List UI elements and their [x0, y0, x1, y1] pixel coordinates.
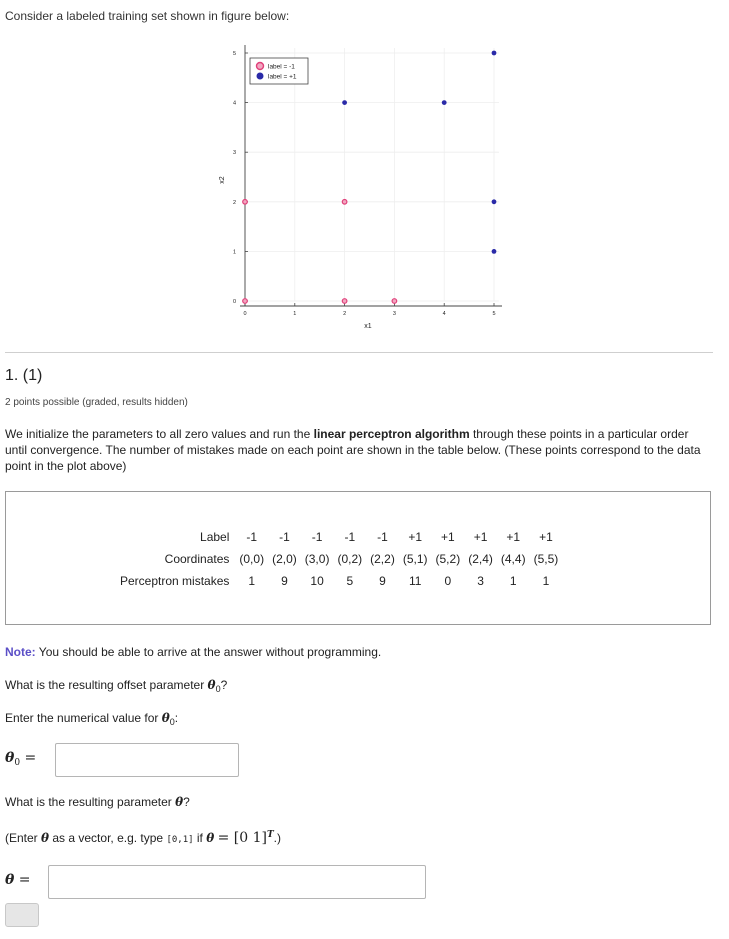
legend-label-pos: label = +1	[268, 73, 297, 81]
row-header-coordinates: Coordinates	[164, 552, 230, 566]
mistakes-cell: 1	[509, 574, 517, 588]
scatter-plot	[0, 0, 729, 345]
mistakes-cell: 9	[281, 574, 288, 588]
plot-legend	[250, 58, 308, 84]
legend-label-neg: label = -1	[268, 63, 295, 71]
mistakes-cell: 3	[477, 574, 484, 588]
note-label: Note:	[5, 645, 36, 659]
mistakes-cell: 9	[379, 574, 386, 588]
submit-button[interactable]	[5, 903, 39, 927]
label-cell: -1	[279, 530, 290, 544]
x-tick-label: 3	[392, 311, 396, 317]
data-point-neg	[342, 200, 347, 205]
points-info: 2 points possible (graded, results hidden)	[5, 397, 188, 408]
coord-cell: (5,2)	[435, 552, 461, 566]
label-cell: +1	[539, 530, 553, 544]
label-cell: +1	[408, 530, 423, 544]
coord-cell: (2,4)	[468, 552, 493, 566]
y-tick-label: 5	[232, 51, 236, 57]
data-point-neg	[342, 299, 347, 304]
y-tick-label: 4	[232, 100, 236, 107]
enter-offset-prompt: Enter the numerical value for $\theta_0$:	[5, 711, 179, 727]
x-tick-label: 5	[492, 311, 496, 317]
label-cell: -1	[311, 530, 323, 544]
mistakes-cell: 11	[408, 574, 422, 588]
theta-label: θ =	[5, 872, 31, 888]
plot-ticks	[233, 51, 496, 317]
data-point-pos	[492, 199, 497, 204]
mistakes-cell: 1	[542, 574, 550, 588]
legend-marker-pos	[257, 73, 264, 80]
vector-example: = [0 1]	[217, 830, 267, 846]
coord-cell: (5,1)	[402, 552, 428, 566]
x-axis-label: x1	[364, 323, 372, 330]
data-point-neg	[243, 299, 248, 304]
data-point-neg	[392, 299, 397, 304]
question-theta: What is the resulting parameter θ?	[5, 795, 190, 809]
mistakes-cell: 0	[444, 574, 452, 588]
data-point-pos	[492, 249, 497, 254]
theta0-label: $\theta_0$ =	[5, 750, 37, 768]
label-cell: -1	[344, 530, 356, 544]
note-text: You should be able to arrive at the answer without programming.	[35, 645, 382, 659]
example-code: [0,1]	[166, 835, 194, 845]
data-point-neg	[243, 200, 248, 205]
label-cell: -1	[377, 530, 388, 544]
mistakes-cell: 5	[346, 574, 354, 588]
y-tick-label: 1	[232, 249, 236, 256]
label-cell: +1	[441, 530, 455, 544]
plot-grid	[245, 48, 499, 301]
y-tick-label: 2	[232, 199, 236, 206]
coord-cell: (0,0)	[239, 552, 265, 566]
intro-text: Consider a labeled training set shown in figure below:	[5, 9, 290, 23]
data-point-pos	[342, 100, 347, 105]
enter-vector-prompt: (Enter θ as a vector, e.g. type [0,1] if θ = [0 1]$^T$.)	[5, 830, 281, 846]
coord-cell: (2,2)	[370, 552, 395, 566]
coord-cell: (3,0)	[304, 552, 330, 566]
coord-cell: (2,0)	[272, 552, 297, 566]
x-tick-label: 1	[293, 311, 297, 317]
mistakes-cell: 1	[248, 574, 256, 588]
plot-points	[243, 51, 497, 304]
label-cell: +1	[473, 530, 488, 544]
question-offset: What is the resulting offset parameter $\theta_0$?	[5, 678, 228, 694]
y-tick-label: 3	[232, 150, 236, 157]
x-tick-label: 2	[343, 311, 347, 317]
table-row-mistakes	[116, 570, 562, 592]
row-header-label: Label	[200, 530, 230, 544]
y-tick-label: 0	[232, 299, 236, 305]
note	[5, 645, 381, 659]
coord-cell: (5,5)	[533, 552, 559, 566]
mistakes-table-box	[5, 491, 711, 625]
coord-cell: (0,2)	[337, 552, 363, 566]
table-row-label	[116, 526, 562, 548]
problem-description: We initialize the parameters to all zero values and run the linear perceptron algorithm through these points in a particular order until convergence. The number of mistakes made on each point are shown in the table below. (These points correspond to the data point in the plot above)	[5, 427, 701, 473]
y-axis-label: x2	[219, 176, 226, 184]
coord-cell: (4,4)	[500, 552, 526, 566]
theta0-input[interactable]	[55, 743, 239, 777]
question-number: 1. (1)	[5, 367, 43, 384]
mistakes-cell: 10	[310, 574, 324, 588]
label-cell: +1	[506, 530, 521, 544]
data-point-pos	[442, 100, 447, 105]
x-tick-label: 0	[243, 311, 247, 317]
x-tick-label: 4	[442, 311, 446, 317]
theta-input[interactable]	[48, 865, 426, 899]
row-header-mistakes: Perceptron mistakes	[120, 574, 230, 588]
legend-marker-neg	[257, 63, 264, 70]
mistakes-table	[116, 526, 562, 592]
section-divider	[5, 352, 713, 353]
table-row-coordinates	[116, 548, 562, 570]
label-cell: -1	[246, 530, 258, 544]
data-point-pos	[492, 51, 497, 56]
emphasis-linear-perceptron: linear perceptron algorithm	[313, 427, 470, 441]
